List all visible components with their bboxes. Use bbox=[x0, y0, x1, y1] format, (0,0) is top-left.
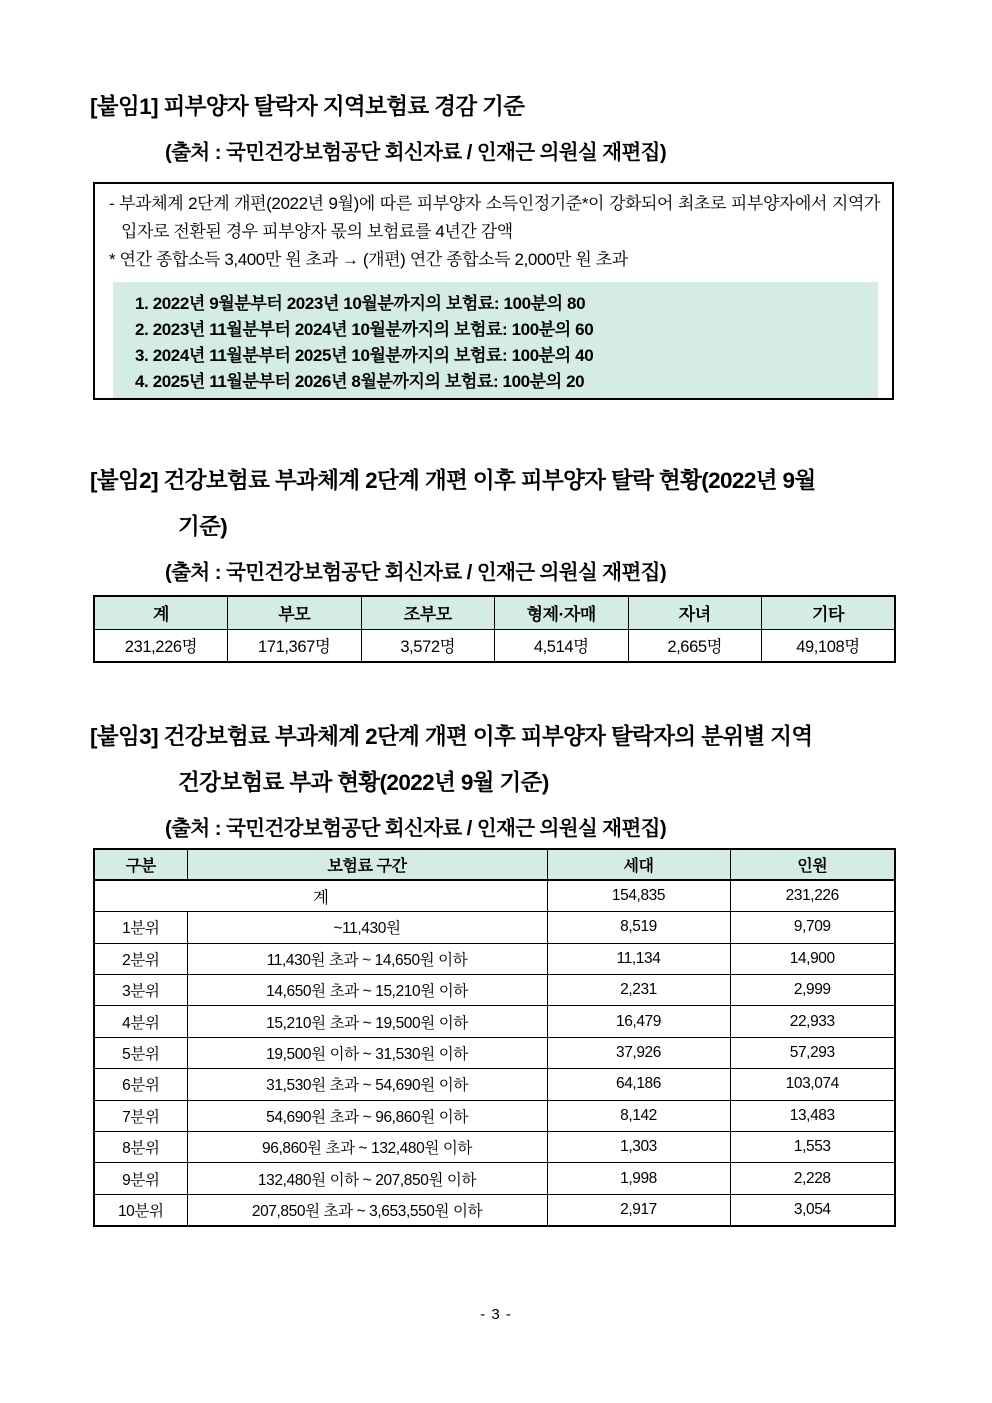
households-cell: 8,142 bbox=[547, 1100, 730, 1131]
persons-cell: 13,483 bbox=[730, 1100, 895, 1131]
rank-cell: 9분위 bbox=[94, 1163, 187, 1194]
range-cell: 11,430원 초과 ~ 14,650원 이하 bbox=[187, 943, 547, 974]
table-row bbox=[94, 629, 895, 662]
column-header: 조부모 bbox=[361, 596, 495, 629]
schedule-item: 1. 2022년 9월분부터 2023년 10월분까지의 보험료: 100분의 80 bbox=[135, 294, 586, 313]
attachment2-title-line1: [붙임2] 건강보험료 부과체계 2단계 개편 이후 피부양자 탈락 현황(2022년 9월 bbox=[90, 468, 816, 493]
rank-cell: 5분위 bbox=[94, 1037, 187, 1068]
persons-cell: 1,553 bbox=[730, 1132, 895, 1163]
households-cell: 1,303 bbox=[547, 1132, 730, 1163]
range-cell: 96,860원 초과 ~ 132,480원 이하 bbox=[187, 1132, 547, 1163]
range-cell: 15,210원 초과 ~ 19,500원 이하 bbox=[187, 1006, 547, 1037]
attachment1-title: [붙임1] 피부양자 탈락자 지역보험료 경감 기준 bbox=[90, 94, 525, 119]
persons-cell: 2,228 bbox=[730, 1163, 895, 1194]
column-header: 계 bbox=[94, 596, 228, 629]
households-cell: 16,479 bbox=[547, 1006, 730, 1037]
column-header: 구분 bbox=[94, 849, 187, 880]
table-row bbox=[94, 1132, 895, 1163]
attachment3-source: (출처 : 국민건강보험공단 회신자료 / 인재근 의원실 재편집) bbox=[165, 817, 667, 840]
table-cell: 2,665명 bbox=[628, 629, 762, 662]
households-cell: 2,917 bbox=[547, 1194, 730, 1225]
attachment2-source: (출처 : 국민건강보험공단 회신자료 / 인재근 의원실 재편집) bbox=[165, 561, 667, 584]
table-header-row bbox=[94, 849, 895, 880]
persons-cell: 3,054 bbox=[730, 1194, 895, 1225]
table-header-row bbox=[94, 596, 895, 629]
households-cell: 8,519 bbox=[547, 912, 730, 943]
table-row bbox=[94, 1037, 895, 1068]
rank-cell: 6분위 bbox=[94, 1069, 187, 1100]
column-header: 보험료 구간 bbox=[187, 849, 547, 880]
attachment1-note-box bbox=[93, 182, 894, 400]
table-row bbox=[94, 975, 895, 1006]
persons-cell: 57,293 bbox=[730, 1037, 895, 1068]
table-row bbox=[94, 1163, 895, 1194]
rank-cell: 2분위 bbox=[94, 943, 187, 974]
table-cell: 231,226명 bbox=[94, 629, 228, 662]
table-row bbox=[94, 1194, 895, 1225]
table-cell: 171,367명 bbox=[228, 629, 362, 662]
range-cell: ~11,430원 bbox=[187, 912, 547, 943]
table-cell: 3,572명 bbox=[361, 629, 495, 662]
range-cell: 54,690원 초과 ~ 96,860원 이하 bbox=[187, 1100, 547, 1131]
attachment3-title-line1: [붙임3] 건강보험료 부과체계 2단계 개편 이후 피부양자 탈락자의 분위별 지역 bbox=[90, 724, 813, 749]
total-label-cell: 계 bbox=[94, 880, 547, 911]
rank-cell: 3분위 bbox=[94, 975, 187, 1006]
table-row bbox=[94, 943, 895, 974]
column-header: 기타 bbox=[762, 596, 896, 629]
attachment1-source: (출처 : 국민건강보험공단 회신자료 / 인재근 의원실 재편집) bbox=[165, 141, 667, 164]
rank-cell: 10분위 bbox=[94, 1194, 187, 1225]
table-total-row bbox=[94, 880, 895, 911]
households-cell: 1,998 bbox=[547, 1163, 730, 1194]
rank-cell: 4분위 bbox=[94, 1006, 187, 1037]
table-cell: 4,514명 bbox=[495, 629, 629, 662]
table-row bbox=[94, 1006, 895, 1037]
note-paragraph-1: - 부과체계 2단계 개편(2022년 9월)에 따른 피부양자 소득인정기준*이 강화되어 최초로 피부양자에서 지역가입자로 전환된 경우 피부양자 몫의 보험료를 4년간 감액 bbox=[109, 194, 880, 241]
column-header: 자녀 bbox=[628, 596, 762, 629]
reduction-schedule-box bbox=[113, 282, 878, 400]
range-cell: 132,480원 이하 ~ 207,850원 이하 bbox=[187, 1163, 547, 1194]
households-cell: 2,231 bbox=[547, 975, 730, 1006]
note-paragraph-2: * 연간 종합소득 3,400만 원 초과 → (개편) 연간 종합소득 2,000만 원 초과 bbox=[109, 250, 628, 269]
range-cell: 14,650원 초과 ~ 15,210원 이하 bbox=[187, 975, 547, 1006]
schedule-item: 3. 2024년 11월분부터 2025년 10월분까지의 보험료: 100분의 40 bbox=[135, 346, 594, 365]
rank-cell: 1분위 bbox=[94, 912, 187, 943]
premium-decile-table bbox=[93, 848, 896, 1227]
rank-cell: 8분위 bbox=[94, 1132, 187, 1163]
schedule-item: 2. 2023년 11월분부터 2024년 10월분까지의 보험료: 100분의 60 bbox=[135, 320, 594, 339]
table-row bbox=[94, 1100, 895, 1131]
total-households-cell: 154,835 bbox=[547, 880, 730, 911]
table-row bbox=[94, 1069, 895, 1100]
households-cell: 11,134 bbox=[547, 943, 730, 974]
attachment2-header bbox=[90, 458, 900, 596]
persons-cell: 103,074 bbox=[730, 1069, 895, 1100]
households-cell: 37,926 bbox=[547, 1037, 730, 1068]
attachment2-title-line2: 기준) bbox=[178, 514, 228, 539]
range-cell: 207,850원 초과 ~ 3,653,550원 이하 bbox=[187, 1194, 547, 1225]
schedule-item: 4. 2025년 11월분부터 2026년 8월분까지의 보험료: 100분의 20 bbox=[135, 372, 585, 391]
page-number: - 3 - bbox=[480, 1306, 512, 1323]
dependents-drop-table bbox=[93, 595, 896, 663]
table-cell: 49,108명 bbox=[762, 629, 896, 662]
column-header: 부모 bbox=[228, 596, 362, 629]
attachment1-header bbox=[90, 84, 900, 176]
range-cell: 19,500원 이하 ~ 31,530원 이하 bbox=[187, 1037, 547, 1068]
attachment3-title-line2: 건강보험료 부과 현황(2022년 9월 기준) bbox=[178, 770, 549, 795]
persons-cell: 22,933 bbox=[730, 1006, 895, 1037]
persons-cell: 2,999 bbox=[730, 975, 895, 1006]
column-header: 형제·자매 bbox=[495, 596, 629, 629]
rank-cell: 7분위 bbox=[94, 1100, 187, 1131]
range-cell: 31,530원 초과 ~ 54,690원 이하 bbox=[187, 1069, 547, 1100]
households-cell: 64,186 bbox=[547, 1069, 730, 1100]
column-header: 세대 bbox=[547, 849, 730, 880]
persons-cell: 14,900 bbox=[730, 943, 895, 974]
table-row bbox=[94, 912, 895, 943]
attachment3-header bbox=[90, 714, 900, 852]
total-persons-cell: 231,226 bbox=[730, 880, 895, 911]
persons-cell: 9,709 bbox=[730, 912, 895, 943]
column-header: 인원 bbox=[730, 849, 895, 880]
